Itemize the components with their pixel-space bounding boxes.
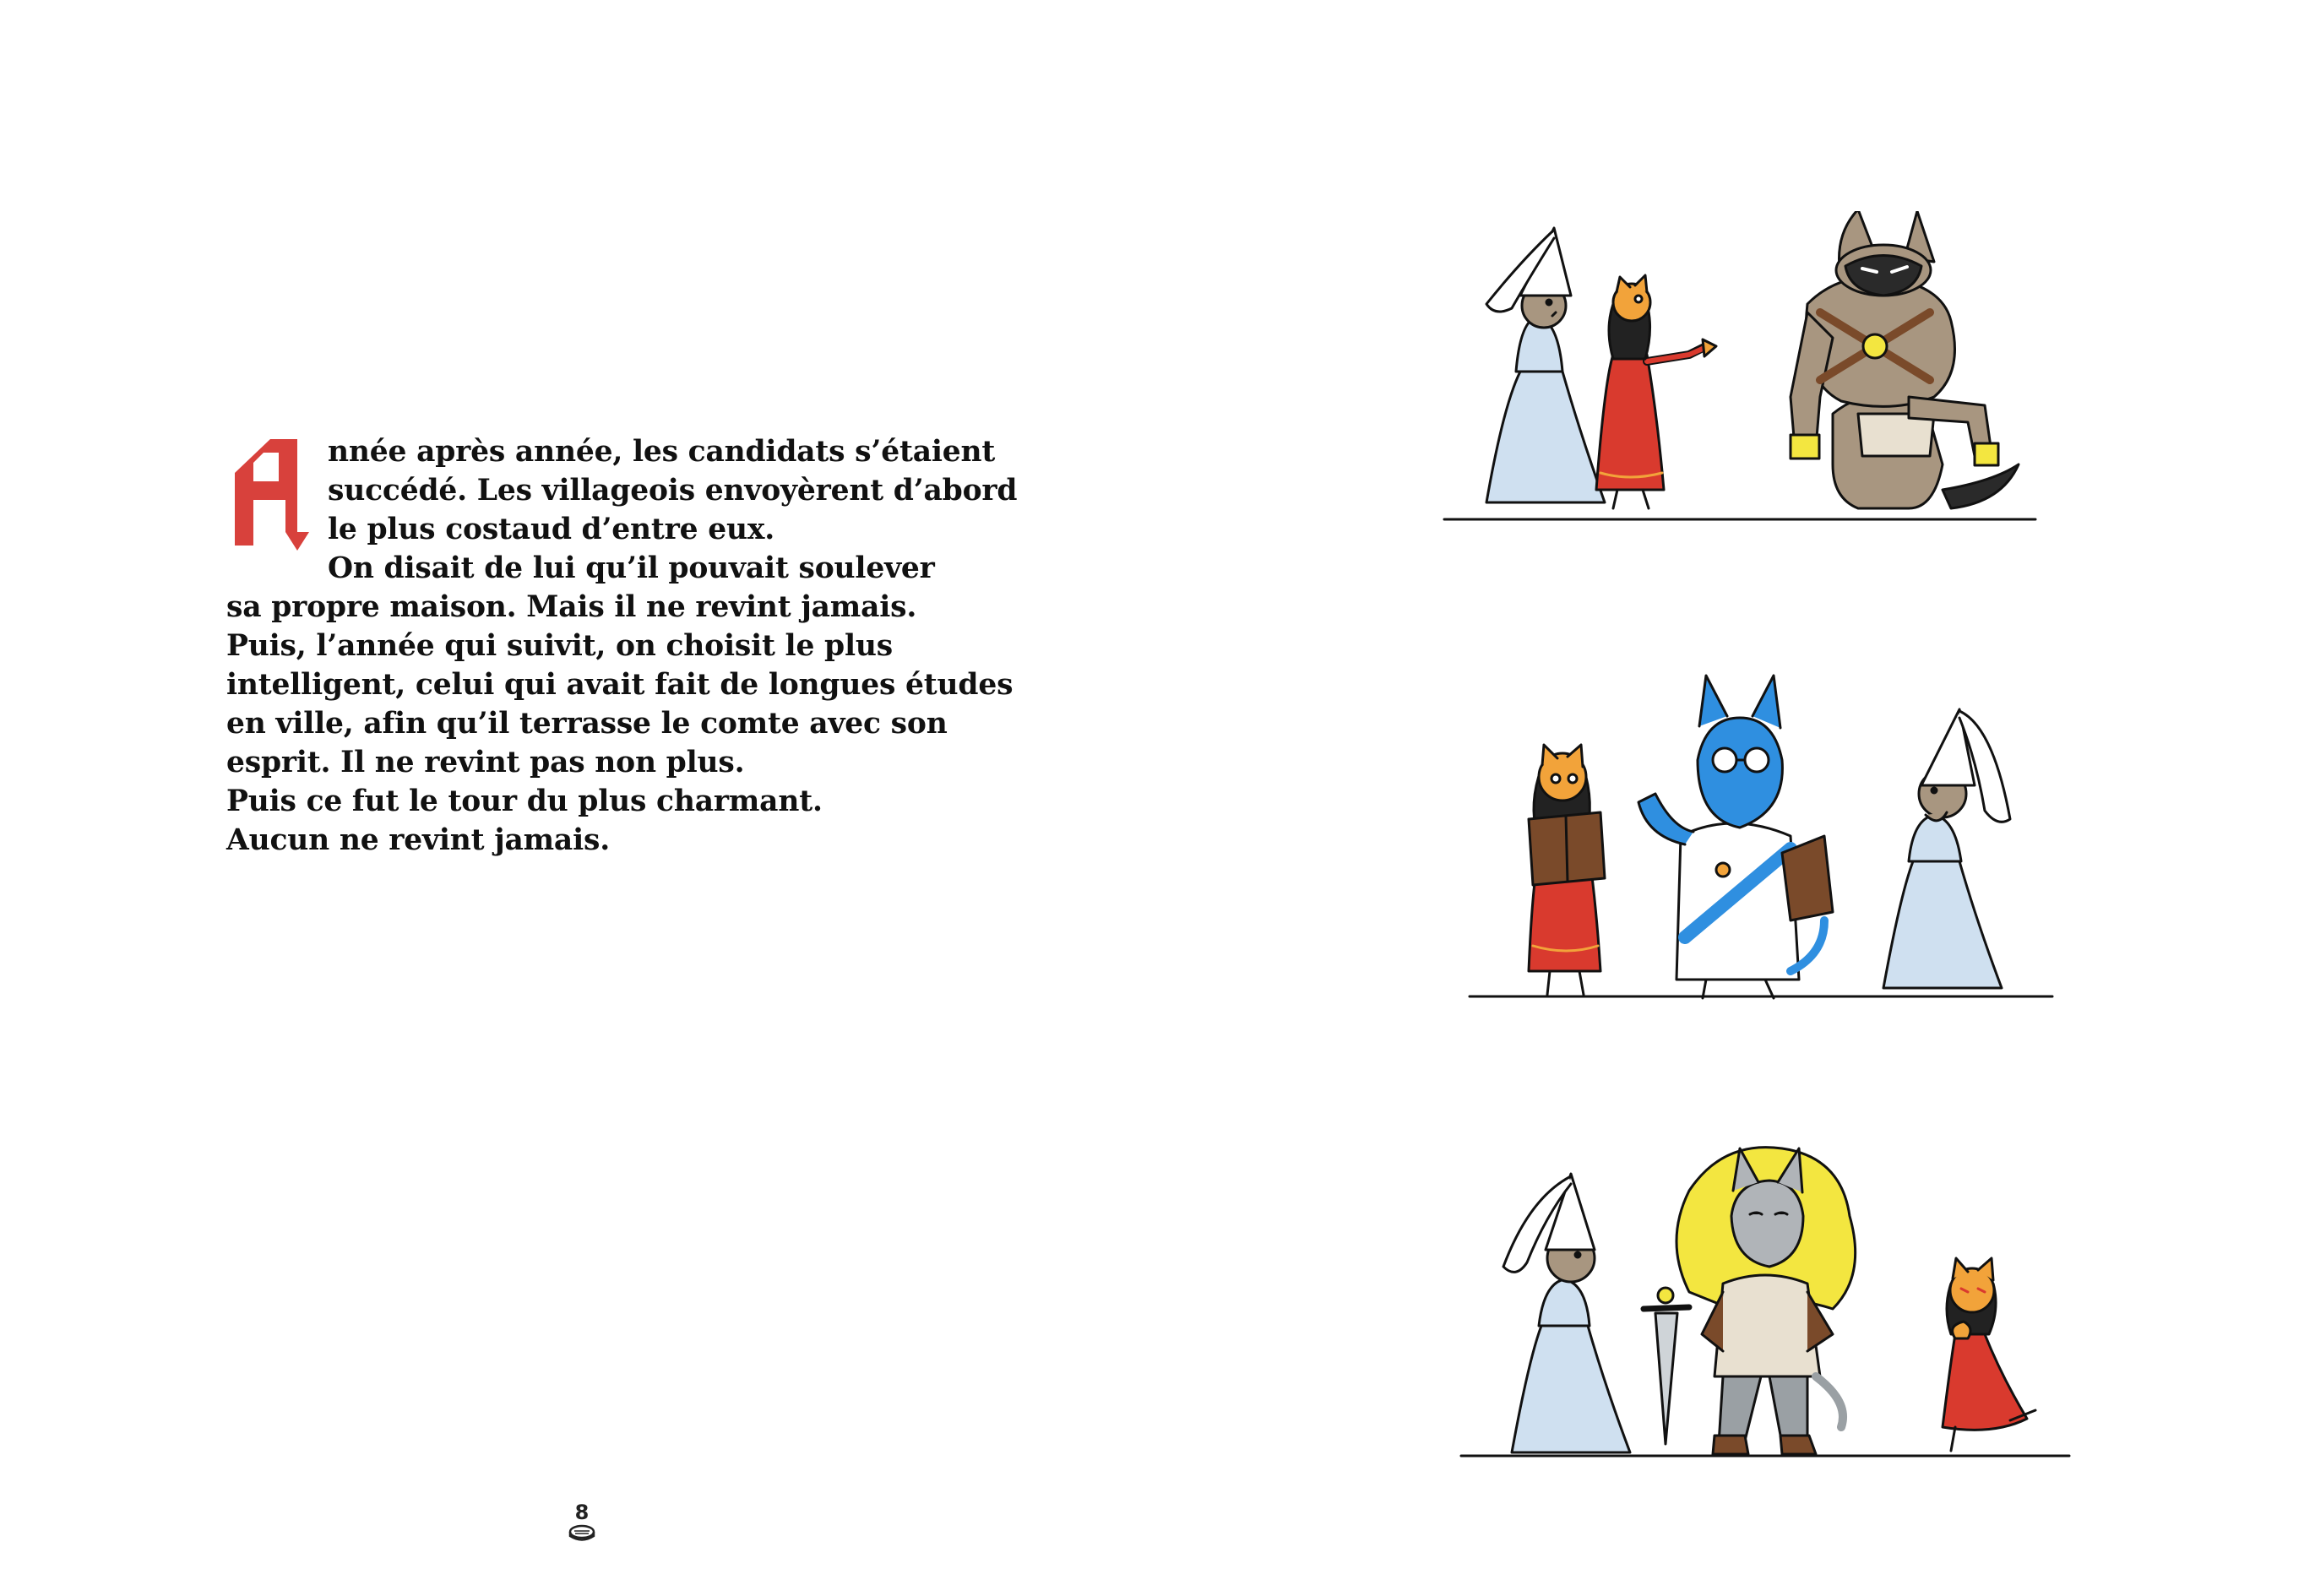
story-line: sa propre maison. Mais il ne revint jamais.	[226, 590, 917, 624]
story-line: On disait de lui qu’il pouvait soulever	[328, 551, 935, 585]
story-line: le plus costaud d’entre eux.	[328, 513, 775, 546]
girl-cat-swooning	[1943, 1258, 2035, 1451]
muscular-siamese-cat	[1791, 211, 2019, 508]
blonde-grey-cat-knight	[1676, 1148, 1856, 1454]
story-line: esprit. Il ne revint pas non plus.	[226, 746, 745, 779]
folio-ornament-icon	[568, 1523, 596, 1544]
story-line: en ville, afin qu’il terrasse le comte avec son	[226, 707, 948, 741]
panel-strongest-candidate	[1436, 211, 2044, 532]
page-folio	[568, 1501, 596, 1552]
story-line: succédé. Les villageois envoyèrent d’abord	[328, 474, 1018, 508]
lady-in-hennin-thinking	[1883, 709, 2010, 988]
lady-in-hennin	[1486, 228, 1605, 502]
lady-in-hennin	[1503, 1174, 1630, 1452]
drop-cap-letter-a	[226, 437, 309, 552]
sword-in-ground	[1644, 1288, 1689, 1444]
story-line: Aucun ne revint jamais.	[226, 823, 611, 857]
story-line: intelligent, celui qui avait fait de longues études	[226, 668, 1013, 702]
story-line: Puis ce fut le tour du plus charmant.	[226, 784, 823, 818]
story-line: nnée après année, les candidats s’étaient	[328, 435, 996, 469]
story-line: Puis, l’année qui suivit, on choisit le plus	[226, 629, 893, 663]
girl-cat-in-red	[1596, 275, 1716, 508]
story-text	[226, 432, 1018, 860]
girl-cat-reading-book	[1529, 745, 1605, 995]
panel-smartest-candidate	[1453, 667, 2061, 1005]
blue-scholar-cat	[1638, 676, 1833, 998]
panel-most-charming-candidate	[1444, 1123, 2086, 1461]
page-number: 8	[574, 1501, 590, 1524]
